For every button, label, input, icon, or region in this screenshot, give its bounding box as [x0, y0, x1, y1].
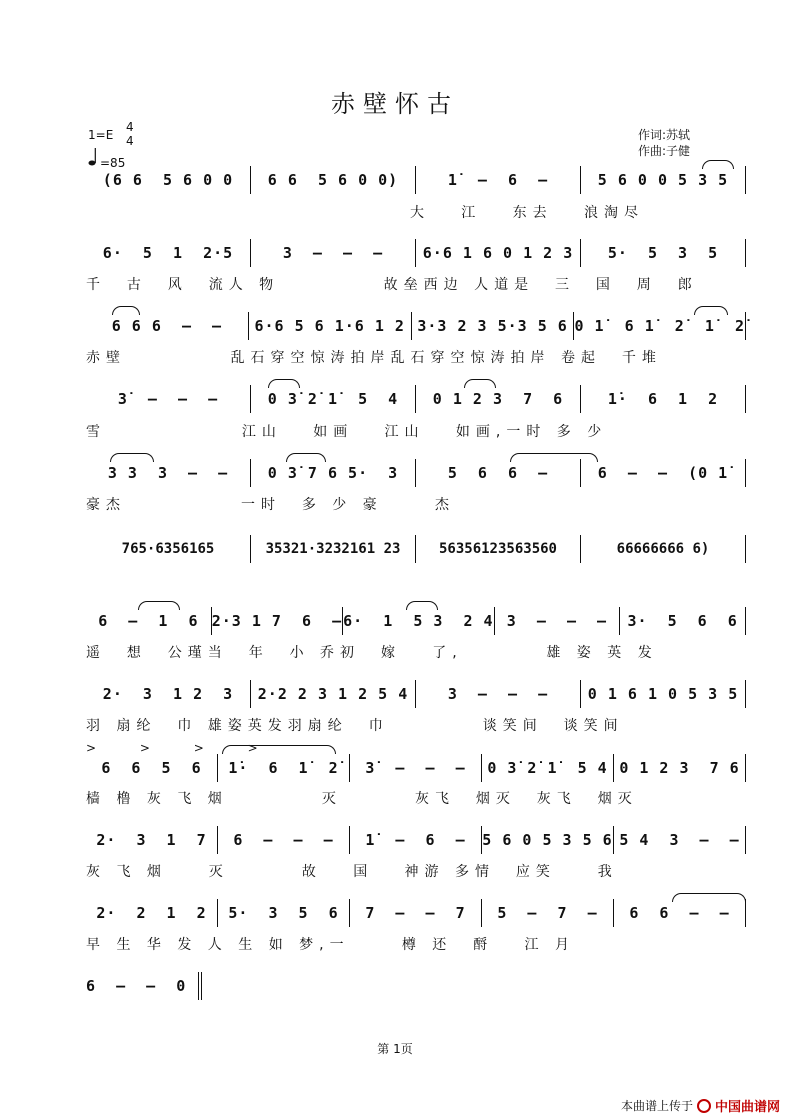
- measure: 2· 3 1 2 3: [86, 680, 251, 708]
- slur: [672, 893, 746, 902]
- measure: 3 3 3 – –: [86, 459, 251, 487]
- measure: 3·3 2 3 5·3 5 6: [412, 312, 575, 340]
- time-signature: [126, 120, 134, 148]
- measure: 6 – 1 6: [86, 607, 212, 635]
- notation-row-10: [86, 826, 746, 854]
- measure: 7 – – 7: [350, 899, 482, 927]
- notation-row-1: [86, 166, 746, 194]
- measure: 35321·3232161 23: [251, 535, 416, 563]
- measure: 1̇· 6 1̇ 2̇: [218, 754, 350, 782]
- lyrics-row-1: 大 江 东去 浪淘尽: [86, 205, 645, 221]
- footer: [621, 1096, 780, 1115]
- slur: [694, 306, 728, 315]
- lyrics-row-3: 赤壁 乱石穿空惊涛拍岸乱石穿空惊涛拍岸 卷起 千堆: [86, 350, 662, 366]
- measure: 0 3̇ 2̇ 1̇ 5 4: [482, 754, 614, 782]
- measure: 3· 5 6 6: [620, 607, 746, 635]
- measure: 3̇ – – –: [350, 754, 482, 782]
- notation-row-4: [86, 385, 746, 413]
- measure: 3 – – –: [495, 607, 621, 635]
- notation-row-3: [86, 312, 746, 340]
- page-number: 第 1页: [377, 1042, 413, 1056]
- measure: 6 6 – –: [614, 899, 746, 927]
- notation-row-7: [86, 607, 746, 635]
- measure: 2· 2 1 2: [86, 899, 218, 927]
- song-title: 赤壁怀古: [331, 90, 459, 118]
- measure: 6 – – –: [218, 826, 350, 854]
- slur: [702, 160, 734, 169]
- measure: 5 – 7 –: [482, 899, 614, 927]
- measure: 1̇ – 6 –: [416, 166, 581, 194]
- measure: 66666666 6): [581, 535, 746, 563]
- lyrics-row-8: 羽 扇纶 巾 雄姿英发羽扇纶 巾 谈笑间 谈笑间: [86, 718, 624, 734]
- notation-row-12: [86, 972, 202, 1000]
- measure: 0 3̇ 7 6 5· 3: [251, 459, 416, 487]
- notation-row-6: [86, 535, 746, 563]
- measure: 5 6 6 –: [416, 459, 581, 487]
- measure: 5· 5 3 5: [581, 239, 746, 267]
- meter-top: 4: [126, 120, 134, 134]
- measure: 0 1 6 1 0 5 3 5: [581, 680, 746, 708]
- measure: 6·6 5 6 1·6 1 2: [249, 312, 412, 340]
- measure: 5 4 3 – –: [614, 826, 746, 854]
- measure: 6·6 1 6 0 1 2 3: [416, 239, 581, 267]
- lyrics-row-10: 灰 飞 烟 灭 故 国 神游 多情 应笑 我: [86, 864, 618, 880]
- measure: 2·2 2 3 1 2 5 4: [251, 680, 416, 708]
- lyrics-row-5: 豪杰 一时 多 少 豪 杰: [86, 497, 456, 513]
- measure: 6· 5 1 2·5: [86, 239, 251, 267]
- notation-row-9: [86, 754, 746, 782]
- lyricist: 作词:苏轼: [638, 128, 691, 142]
- notation-row-8: [86, 680, 746, 708]
- notation-row-11: [86, 899, 746, 927]
- lyrics-row-7: 遥 想 公瑾当 年 小 乔初 嫁 了, 雄 姿 英 发: [86, 645, 658, 661]
- measure: 0 1̇ 6 1̇ 2̇ 1̇ 2̇: [574, 312, 746, 340]
- measure: 6 6 5 6 0 0): [251, 166, 416, 194]
- measure: 5 6 0 0 5 3 5: [581, 166, 746, 194]
- measure: 6 6 6 – –: [86, 312, 249, 340]
- lyrics-row-4: 雪 江山 如画 江山 如画,一时 多 少: [86, 424, 608, 440]
- notation-row-5: [86, 459, 746, 487]
- site-brand: 中国曲谱网: [714, 1100, 780, 1115]
- measure: 6 – – (0 1̇: [581, 459, 746, 487]
- slur: [510, 453, 598, 462]
- measure: (6 6 5 6 0 0: [86, 166, 251, 194]
- measure: 3 – – –: [416, 680, 581, 708]
- notation-row-2: [86, 239, 746, 267]
- slur: [112, 306, 140, 315]
- slur: [464, 379, 496, 388]
- quarter-note-icon: [88, 147, 100, 167]
- meter-bottom: 4: [126, 134, 134, 148]
- measure: 0 1 2 3 7 6: [416, 385, 581, 413]
- key-signature: 1=E: [88, 128, 114, 142]
- measure: 2·3 1 7 6 –: [212, 607, 343, 635]
- measure: 2· 3 1 7: [86, 826, 218, 854]
- measure: 5· 3 5 6: [218, 899, 350, 927]
- upload-text: 本曲谱上传于: [620, 1099, 693, 1113]
- slur: [222, 745, 336, 754]
- accent-marks: > > > >: [86, 741, 278, 755]
- measure: 0 3̇ 2̇ 1̇ 5 4: [251, 385, 416, 413]
- measure: 1̇· 6 1 2: [581, 385, 746, 413]
- credits: [638, 127, 690, 159]
- slur: [110, 453, 154, 462]
- final-measure: 6 – – 0: [86, 972, 202, 1000]
- site-logo-icon: [697, 1099, 711, 1113]
- lyrics-row-9: 樯 橹 灰 飞 烟 灭 灰飞 烟灭 灰飞 烟灭: [86, 791, 638, 807]
- measure: 5 6 0 5 3 5 6: [482, 826, 614, 854]
- lyrics-row-2: 千 古 风 流人 物 故垒西边 人道是 三 国 周 郎: [86, 277, 698, 293]
- measure: 0 1 2 3 7 6: [614, 754, 746, 782]
- measure: 765·6356165: [86, 535, 251, 563]
- slur: [268, 379, 300, 388]
- tempo-marking: =85: [100, 156, 126, 170]
- measure: 1̇ – 6 –: [350, 826, 482, 854]
- slur: [286, 453, 326, 462]
- measure: 3 – – –: [251, 239, 416, 267]
- measure: 56356123563560: [416, 535, 581, 563]
- measure: 6 6 5 6: [86, 754, 218, 782]
- lyrics-row-11: 早 生 华 发 人 生 如 梦,一 樽 还 酹 江 月: [86, 937, 576, 953]
- slur: [138, 601, 180, 610]
- measure: 6· 1 5 3 2 4: [343, 607, 494, 635]
- slur: [406, 601, 438, 610]
- measure: 3̇ – – –: [86, 385, 251, 413]
- composer: 作曲:子健: [638, 144, 691, 158]
